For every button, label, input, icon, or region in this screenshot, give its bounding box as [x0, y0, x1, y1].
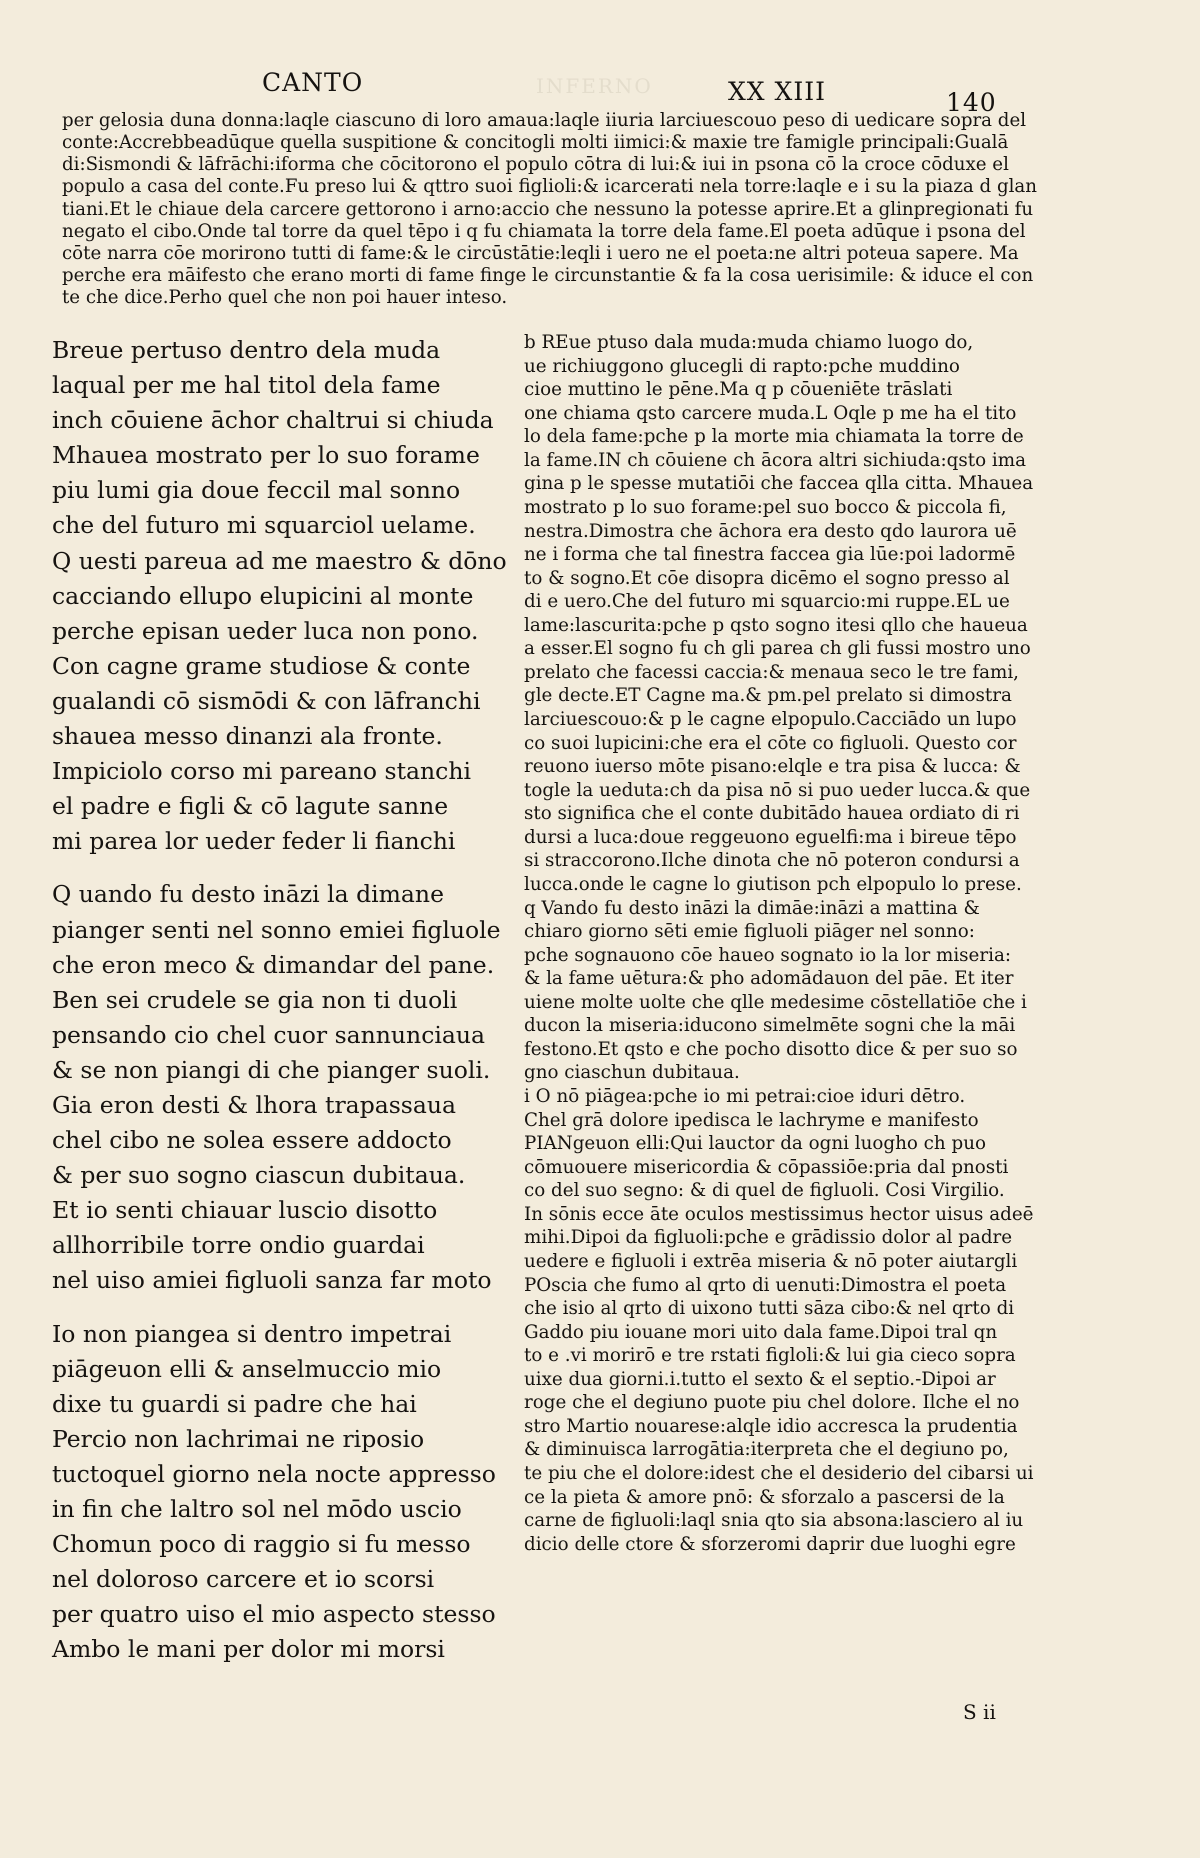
verse-line: Impiciolo corso mi pareano stanchi	[52, 757, 471, 786]
commentary-line: nestra.Dimostra che āchora era desto qdo laurora uē	[524, 520, 1017, 542]
commentary-line: to & sogno.Et cōe disopra dicēmo el sogno presso al	[524, 567, 1010, 589]
intro-line: cōte narra cōe morirono tutti di fame:& le circūstātie:leqli i uero ne el poeta:ne altri poteua sapere. Ma	[62, 242, 1019, 264]
commentary-line: cioe muttino le pēne.Ma q p cōueniēte trāslati	[524, 379, 953, 401]
commentary-line: mostrato p lo suo forame:pel suo bocco & piccola fi,	[524, 496, 1007, 518]
commentary-line: to e .vi morirō e tre rstati figloli:& lui gia cieco sopra	[524, 1345, 1016, 1367]
commentary-column	[524, 331, 1054, 1556]
verse-line: Breue pertuso dentro dela muda	[52, 336, 441, 364]
verse-line: Et io senti chiauar luscio disotto	[52, 1196, 438, 1225]
verse-line: per quatro uiso el mio aspecto stesso	[52, 1600, 496, 1629]
verse-line: tuctoquel giorno nela nocte appresso	[52, 1459, 496, 1488]
commentary-line: ducon la miseria:iducono simelmēte sogni che la māi	[524, 1015, 1016, 1037]
commentary-line: cōmuouere misericordia & cōpassiōe:pria dal pnosti	[524, 1156, 1009, 1178]
verse-line: Q uesti pareua ad me maestro & dōno	[52, 546, 507, 575]
commentary-line: di e uero.Che del futuro mi squarcio:mi ruppe.EL ue	[524, 591, 1010, 613]
intro-line: tiani.Et le chiaue dela carcere gettorono i arno:accio che nessuno la potesse aprire.Et a glinpregionati fu	[62, 198, 1034, 220]
commentary-line: uedere e figluoli i extrēa miseria & nō poter aiutargli	[524, 1250, 1018, 1272]
verse-line: piu lumi gia doue feccil mal sonno	[52, 476, 461, 505]
verse-line: allhorribile torre ondio guardai	[52, 1231, 425, 1260]
verse-line: Ambo le mani per dolor mi morsi	[52, 1635, 445, 1664]
commentary-line: & diminuisca larrogātia:iterpreta che el degiuno po,	[524, 1439, 1009, 1461]
commentary-line: chiaro giorno sēti emie figluoli piāger nel sonno:	[524, 921, 975, 943]
verse-line: Chomun poco di raggio si fu messo	[52, 1530, 471, 1559]
intro-paragraph	[62, 110, 1054, 309]
commentary-line: festono.Et qsto e che pocho disotto dice & per suo so	[524, 1038, 1018, 1060]
commentary-line: te piu che el dolore:idest che el desiderio del cibarsi ui	[524, 1463, 1034, 1484]
commentary-line: prelato che facessi caccia:& menaua seco le tre fami,	[524, 661, 1019, 683]
verse-line: che del futuro mi squarciol uelame.	[52, 511, 476, 540]
intro-line: conte:Accrebbeadūque quella suspitione & concitogli molti iimici:& maxie tre famigle principali:Gualā	[62, 132, 1009, 154]
verse-line: perche episan ueder luca non pono.	[52, 616, 479, 645]
commentary-line: ue richiuggono glucegli di rapto:pche muddino	[524, 355, 960, 377]
commentary-line: la fame.IN ch cōuiene ch ācora altri sichiuda:qsto ima	[524, 449, 1026, 471]
commentary-line: Chel grā dolore ipedisca le lachryme e manifesto	[524, 1109, 979, 1131]
verse-column	[52, 333, 520, 1667]
commentary-line: co suoi lupicini:che era el cōte co figluoli. Questo cor	[524, 732, 1017, 754]
commentary-line: reuono iuerso mōte pisano:elqle e tra pisa & lucca: &	[524, 756, 1021, 778]
intro-line: negato el cibo.Onde tal torre da quel tēpo i q fu chiamata la torre dela fame.El poeta adūque i psona del	[62, 220, 1026, 242]
commentary-line: & la fame uētura:& pho adomādauon del pāe. Et iter	[524, 968, 1014, 990]
intro-line: te che dice.Perho quel che non poi hauer inteso.	[62, 287, 508, 309]
folio-number: 140	[946, 88, 997, 117]
stanza-gap	[52, 859, 520, 877]
commentary-line: lame:lascurita:pche p qsto sogno itesi qllo che haueua	[524, 614, 1028, 636]
commentary-line: ce la pieta & amore pnō: & sforzalo a pascersi de la	[524, 1486, 1005, 1508]
show-through-text: INFERNO	[536, 74, 653, 98]
commentary-line: stro Martio nouarese:alqle idio accresca la prudentia	[524, 1415, 1018, 1437]
verse-line: cacciando ellupo elupicini al monte	[52, 581, 474, 610]
commentary-line: uixe dua giorni.i.tutto el sexto & el septio.-Dipoi ar	[524, 1368, 996, 1390]
commentary-line: a esser.El sogno fu ch gli parea ch gli fussi mostro uno	[524, 638, 1031, 660]
verse-line: che eron meco & dimandar del pane.	[52, 950, 495, 979]
commentary-line: b REue ptuso dala muda:muda chiamo luogo do,	[524, 332, 974, 353]
intro-line: populo a casa del conte.Fu preso lui & qttro suoi figlioli:& icarcerati nela torre:laqle e i su la piaza d glan	[62, 176, 1037, 198]
verse-line: nel uiso amiei figluoli sanza far moto	[52, 1266, 492, 1295]
verse-line: laqual per me hal titol dela fame	[52, 371, 441, 400]
stanza-gap	[52, 1299, 520, 1317]
commentary-line: Gaddo piu iouane mori uito dala fame.Dipoi tral qn	[524, 1321, 998, 1343]
commentary-line: che isio al qrto di uixono tutti sāza cibo:& nel qrto di	[524, 1298, 1015, 1320]
verse-line: Io non piangea si dentro impetrai	[52, 1319, 452, 1348]
verse-line: Mhaueа mostrato per lo suo forame	[52, 441, 480, 470]
commentary-line: dicio delle ctore & sforzeromi daprir due luoghi egre	[524, 1533, 1016, 1555]
verse-line: & per suo sogno ciascun dubitaua.	[52, 1161, 466, 1190]
verse-line: gualandi cō sismōdi & con lāfranchi	[52, 686, 481, 715]
commentary-line: gno ciaschun dubitaua.	[524, 1062, 740, 1084]
verse-line: chel cibo ne solea essere addocto	[52, 1126, 452, 1155]
verse-line: dixe tu guardi si padre che hai	[52, 1389, 417, 1418]
commentary-line: one chiama qsto carcere muda.L Oqle p me ha el tito	[524, 402, 1017, 424]
commentary-line: si straccorono.Ilche dinota che nō poteron condursi a	[524, 850, 1020, 872]
running-header	[0, 62, 1200, 117]
signature-mark: S ii	[963, 1700, 996, 1724]
commentary-line: gina p le spesse mutatiōi che faccea qlla citta. Mhaueа	[524, 473, 1034, 495]
commentary-line: pche sognauono cōe haueo sognato io la lor miseria:	[524, 944, 1012, 966]
verse-line: Gia eron desti & lhora trapassaua	[52, 1090, 457, 1119]
verse-line: piāgeuon elli & anselmuccio mio	[52, 1354, 442, 1383]
verse-line: inch cōuiene āchor chaltrui si chiuda	[52, 406, 494, 435]
commentary-line: mihi.Dipoi da figluoli:pche e grādissio dolor al padre	[524, 1227, 1013, 1249]
commentary-line: q Vando fu desto ināzi la dimāe:ināzi a mattina &	[524, 897, 980, 919]
commentary-line: POscia che fumo al qrto di uenuti:Dimostra el poeta	[524, 1274, 1007, 1296]
commentary-line: roge che el degiuno puote piu chel dolore. Ilche el no	[524, 1392, 1020, 1414]
commentary-line: In sōnis ecce āte oculos mestissimus hector uisus adeē	[524, 1203, 1034, 1225]
running-title-left: CANTO	[262, 68, 364, 97]
verse-line: pensando cio chel cuor sannunciaua	[52, 1020, 486, 1049]
verse-line: nel doloroso carcere et io scorsi	[52, 1565, 435, 1594]
commentary-line: lo dela fame:pche p la morte mia chiamata la torre de	[524, 426, 1024, 448]
commentary-line: sto significa che el conte dubitādo haueа ordiato di ri	[524, 803, 1020, 825]
canto-number: XX XIII	[728, 77, 826, 106]
verse-line: pianger senti nel sonno emiei figluole	[52, 915, 501, 944]
commentary-line: i O nō piāgea:pche io mi petrai:cioe iduri dētro.	[524, 1086, 966, 1107]
verse-line: in fin che laltro sol nel mōdo uscio	[52, 1495, 462, 1523]
commentary-line: co del suo segno: & di quel de figluoli. Cosi Virgilio.	[524, 1180, 1005, 1202]
verse-line: & se non piangi di che pianger suoli.	[52, 1055, 491, 1084]
commentary-line: larciuescouo:& p le cagne elpopulo.Cacciādo un lupo	[524, 709, 1017, 730]
verse-line: mi parea lor ueder feder li fianchi	[52, 827, 456, 856]
intro-line: perche era māifesto che erano morti di fame finge le circunstantie & fa la cosa uerisimile: & iduce el con	[62, 264, 1034, 286]
commentary-line: uiene molte uolte che qlle medesime cōstellatiōe che i	[524, 991, 1027, 1013]
commentary-line: ne i forma che tal finestra faccea gia lūe:poi ladormē	[524, 544, 1016, 566]
commentary-line: gle decte.ET Cagne ma.& pm.pel prelato si dimostra	[524, 685, 1012, 707]
verse-line: Con cagne grame studiose & conte	[52, 651, 471, 680]
commentary-line: PIANgeuon elli:Qui lauctor da ogni luogho ch puo	[524, 1133, 986, 1155]
verse-line: Ben sei crudele se gia non ti duoli	[52, 985, 458, 1014]
verse-line: shaueа messo dinanzi ala fronte.	[52, 722, 443, 751]
commentary-line: dursi a luca:doue reggeuono eguelfi:ma i bireue tēpo	[524, 826, 1017, 848]
verse-line: Q uando fu desto ināzi la dimane	[52, 880, 444, 909]
commentary-line: togle la ueduta:ch da pisa nō si puo ueder lucca.& que	[524, 779, 1031, 801]
commentary-line: lucca.onde le cagne lo giutison pch elpopulo lo prese.	[524, 873, 1022, 895]
intro-line: di:Sismondi & lāfrāchi:iforma che cōcitorono el populo cōtra di lui:& iui in psona cō la croce cōduxe el	[62, 154, 1009, 176]
verse-line: Percio non lachrimai ne riposio	[52, 1424, 425, 1453]
intro-line: per gelosia duna donna:laqle ciascuno di loro amaua:laqle iiuria larciuescouo peso di uedicare sopra del	[62, 110, 1027, 131]
commentary-line: carne de figluoli:laql snia qto sia absona:lasciero al iu	[524, 1510, 1024, 1532]
verse-line: el padre e figli & cō lagute sanne	[52, 792, 449, 821]
